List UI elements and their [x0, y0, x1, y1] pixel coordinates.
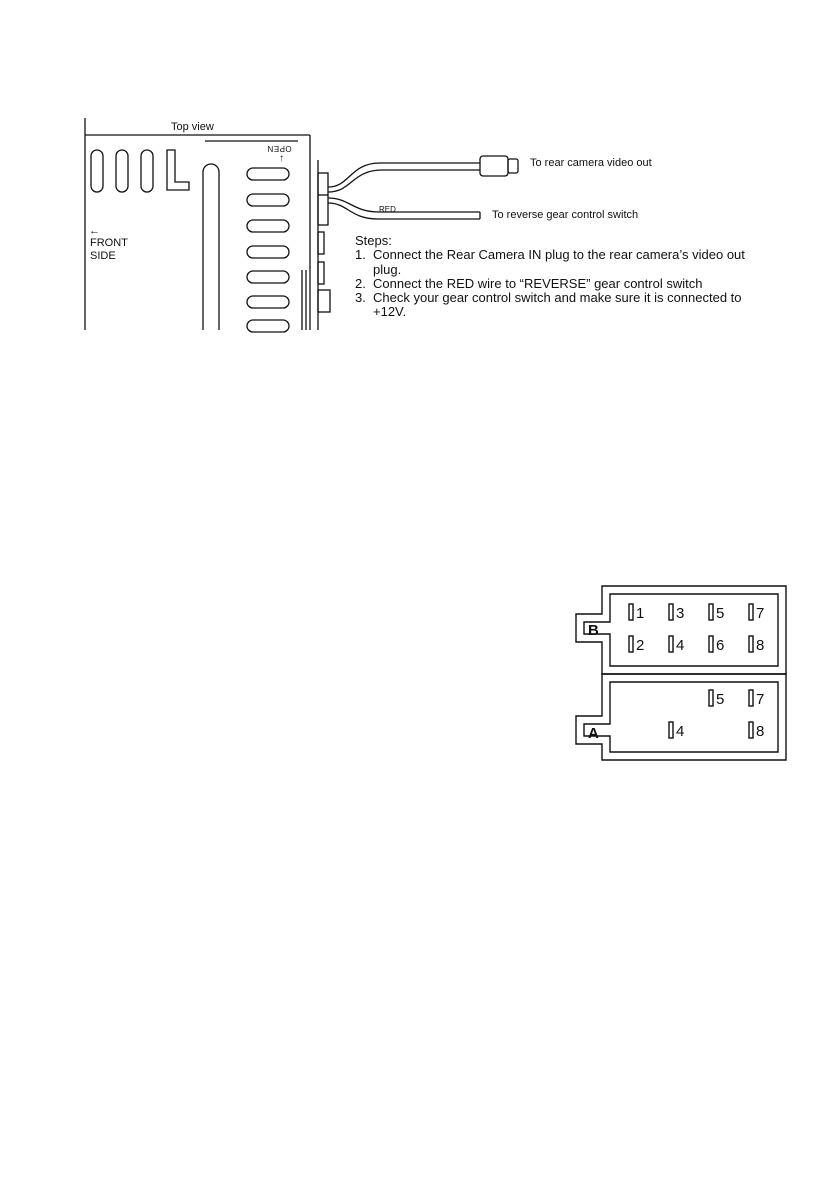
steps-list [355, 234, 753, 320]
vent-slot [141, 150, 153, 192]
pin-slot [749, 636, 753, 652]
left-arrow-icon: ← [89, 225, 100, 237]
step-number: 1. [355, 247, 366, 263]
pin-slot [669, 722, 673, 738]
pin-label: 4 [676, 723, 685, 740]
pin-label: 7 [756, 691, 765, 708]
rear-camera-callout: To rear camera video out [530, 157, 652, 169]
step-text: Connect the Rear Camera IN plug to the rear camera’s video out plug. [373, 247, 745, 277]
step-number: 3. [355, 290, 366, 306]
hook-bracket [167, 150, 189, 190]
red-wire [328, 198, 480, 212]
step-item [355, 291, 753, 320]
side-slot [247, 296, 289, 308]
pin-label: 1 [636, 605, 645, 622]
side-label: SIDE [90, 250, 116, 262]
side-slot [247, 194, 289, 206]
side-slot [247, 220, 289, 232]
cable-housing [318, 173, 328, 225]
block-a-label: A [588, 725, 599, 742]
top-view-label: Top view [171, 121, 214, 133]
block-a-outline [576, 674, 786, 760]
pin-slot [709, 636, 713, 652]
pin-label: 2 [636, 637, 645, 654]
pin-label: 3 [676, 605, 685, 622]
steps-title: Steps: [355, 233, 392, 248]
open-label: OPEN [267, 144, 292, 153]
pin-label: 7 [756, 605, 765, 622]
pin-slot [749, 604, 753, 620]
pin-slot [709, 690, 713, 706]
pin-slot [749, 690, 753, 706]
vent-slot [116, 150, 128, 192]
step-text: Check your gear control switch and make sure it is connected to +12V. [373, 290, 742, 320]
iso-connector-diagram [570, 582, 790, 769]
connector-drawing [570, 582, 790, 764]
side-tab [318, 232, 324, 254]
step-number: 2. [355, 275, 366, 291]
pin-label: 4 [676, 637, 685, 654]
long-slot [203, 164, 219, 330]
pin-slot [669, 636, 673, 652]
pin-label: 6 [716, 637, 725, 654]
up-arrow-icon: ↑ [279, 153, 284, 164]
pin-slot [749, 722, 753, 738]
side-slot [247, 320, 289, 332]
pin-label: 8 [756, 723, 765, 740]
step-item [355, 277, 753, 291]
pin-label: 8 [756, 637, 765, 654]
pin-slot [669, 604, 673, 620]
side-tab [318, 262, 324, 284]
pin-slot [629, 636, 633, 652]
block-b-label: B [588, 622, 599, 639]
block-b-outline [576, 586, 786, 674]
side-slot [247, 168, 289, 180]
pin-slot [629, 604, 633, 620]
red-wire-label: RED [379, 205, 396, 214]
side-slot [247, 271, 289, 283]
pin-label: 5 [716, 691, 725, 708]
pin-label: 5 [716, 605, 725, 622]
side-slot [247, 246, 289, 258]
side-tab [318, 290, 330, 312]
vent-slot [91, 150, 103, 192]
step-text: Connect the RED wire to “REVERSE” gear control switch [373, 275, 703, 291]
step-item [355, 248, 753, 277]
front-label: FRONT [90, 237, 128, 249]
pin-slot [709, 604, 713, 620]
reverse-switch-callout: To reverse gear control switch [492, 209, 639, 221]
rca-plug [480, 156, 508, 176]
